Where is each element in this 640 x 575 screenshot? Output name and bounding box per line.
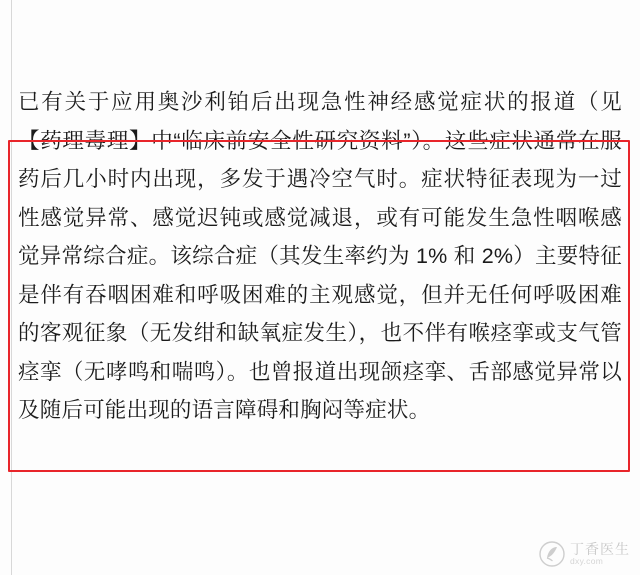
left-margin-rule — [11, 0, 12, 575]
document-body — [18, 6, 622, 507]
watermark-url: dxy.com — [570, 555, 604, 566]
document-paragraph: 已有关于应用奥沙利铂后出现急性神经感觉症状的报道（见【药理毒理】中“临床前安全性研究资料”）。这些症状通常在服药后几小时内出现，多发于遇冷空气时。症状特征表现为一过性感觉异常、感觉迟钝或感觉减退，或有可能发生急性咽喉感觉异常综合症。该综合症（其发生率约为 1% 和 2%）主要特征是伴有吞咽困难和呼吸困难的主观感觉，但并无任何呼吸困难的客观征象（无发绀和缺氧症发生），也不伴有喉痉挛或支气管痉挛（无哮鸣和喘鸣）。也曾报道出现颌痉挛、舌部感觉异常以及随后可能出现的语言障碍和胸闷等症状。 — [18, 90, 622, 422]
watermark — [539, 541, 630, 567]
watermark-texts — [570, 542, 630, 566]
watermark-brand: 丁香医生 — [570, 541, 630, 558]
dxy-logo-icon — [539, 541, 565, 567]
